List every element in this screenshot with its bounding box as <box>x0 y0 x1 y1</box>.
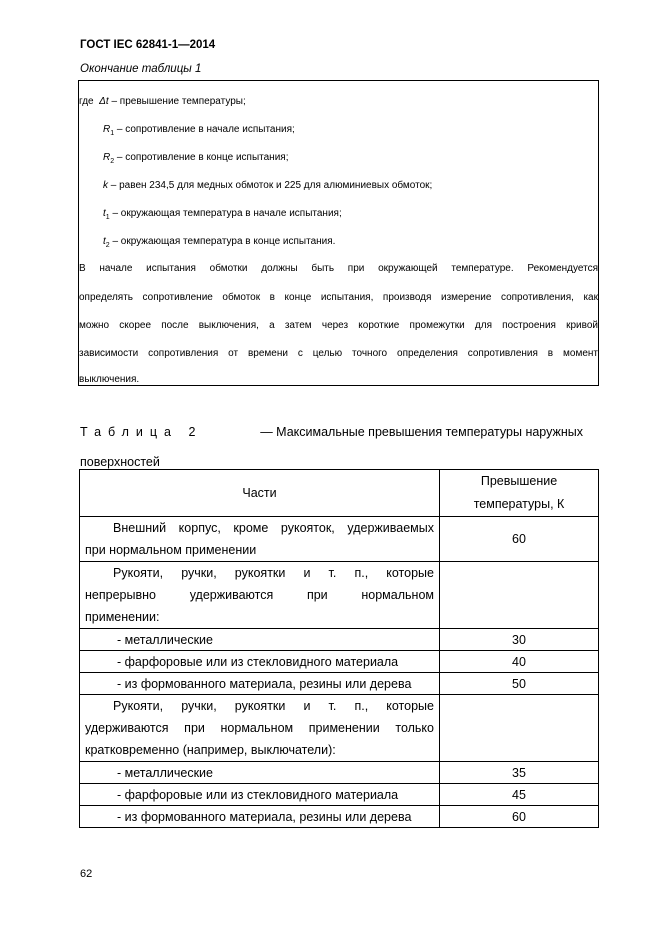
legend-t1-sub: 1 <box>105 214 110 221</box>
group-label-line: применении: <box>85 610 160 624</box>
column-header-parts: Части <box>80 470 440 517</box>
table-row <box>80 806 599 828</box>
group-value-empty <box>440 562 599 629</box>
table-row <box>80 784 599 806</box>
group-label-line: Рукояти, ручки, рукоятки и т. п., которые <box>113 699 434 713</box>
legend-t2-symbol: t <box>103 236 106 247</box>
table-header-row <box>80 470 599 517</box>
legend-paragraph-line: выключения. <box>79 374 140 385</box>
legend-paragraph-line: можно скорее после выключения, а затем через короткие промежутки для построения кривой <box>79 320 598 331</box>
legend-paragraph-line: зависимости сопротивления от времени с целью точного определения сопротивления в момент <box>79 348 598 359</box>
table2-caption <box>80 425 583 439</box>
legend-k-text: – равен 234,5 для медных обмоток и 225 для алюминиевых обмоток; <box>110 180 433 191</box>
group-label-line: удерживаются при нормальном применении только <box>85 721 434 735</box>
group-label-continuously-held <box>80 562 440 629</box>
row-label-line: Внешний корпус, кроме рукояток, удерживаемых <box>113 521 434 535</box>
legend-k-symbol: k <box>103 180 108 191</box>
table-continuation-note: Окончание таблицы 1 <box>80 63 202 75</box>
legend-t1-text: – окружающая температура в начале испытания; <box>112 208 342 219</box>
row-value: 30 <box>440 629 599 651</box>
row-label: - из формованного материала, резины или дерева <box>80 673 440 695</box>
legend-t1-symbol: t <box>103 208 106 219</box>
row-label: - фарфоровые или из стекловидного материала <box>80 784 440 806</box>
group-label-briefly-held <box>80 695 440 762</box>
page-number: 62 <box>80 868 93 880</box>
column-header-temperature-rise <box>440 470 599 517</box>
row-value: 40 <box>440 651 599 673</box>
row-label: - металлические <box>80 762 440 784</box>
row-label: - фарфоровые или из стекловидного материала <box>80 651 440 673</box>
table2-caption-label: Таблица 2 <box>80 425 203 439</box>
table2-caption-continuation: поверхностей <box>80 455 160 469</box>
legend-t2-text: – окружающая температура в конце испытания. <box>112 236 336 247</box>
document-header: ГОСТ IEC 62841-1—2014 <box>80 39 216 51</box>
table1-legend-box <box>78 80 599 386</box>
row-value: 35 <box>440 762 599 784</box>
column-header-temperature-line2: температуры, К <box>473 497 565 511</box>
table-row <box>80 673 599 695</box>
legend-t2 <box>103 236 335 252</box>
legend-t1 <box>103 208 342 224</box>
row-value: 45 <box>440 784 599 806</box>
table-row <box>80 762 599 784</box>
row-label: - металлические <box>80 629 440 651</box>
legend-r2-symbol: R <box>103 152 111 163</box>
legend-r2-sub: 2 <box>110 158 115 165</box>
row-value: 60 <box>440 517 599 562</box>
legend-t2-sub: 2 <box>105 242 110 249</box>
group-label-line: кратковременно (например, выключатели): <box>85 743 336 757</box>
column-header-temperature-line1: Превышение <box>480 474 558 488</box>
legend-r2 <box>103 152 288 168</box>
group-label-line: непрерывно удерживаются при нормальном <box>85 588 434 602</box>
legend-r2-text: – сопротивление в конце испытания; <box>116 152 289 163</box>
legend-r1-sub: 1 <box>110 130 115 137</box>
temperature-rise-table <box>79 469 599 828</box>
legend-r1-symbol: R <box>103 124 111 135</box>
table2-caption-title: — Максимальные превышения температуры наружных <box>260 425 583 439</box>
legend-paragraph-line: определять сопротивление обмоток в конце испытания, производя измерение сопротивления, как <box>79 292 598 303</box>
row-label-external-housing <box>80 517 440 562</box>
table-group-row <box>80 562 599 629</box>
group-label-line: Рукояти, ручки, рукоятки и т. п., которые <box>113 566 434 580</box>
legend-delta-t <box>79 96 246 108</box>
row-label-line: при нормальном применении <box>85 543 257 557</box>
group-value-empty <box>440 695 599 762</box>
legend-where: где <box>79 96 94 107</box>
legend-paragraph-line: В начале испытания обмотки должны быть при окружающей температуре. Рекомендуется <box>79 263 598 274</box>
legend-delta-t-text: – превышение температуры; <box>111 96 246 107</box>
legend-delta-t-symbol: Δt <box>99 96 109 107</box>
legend-r1-text: – сопротивление в начале испытания; <box>116 124 295 135</box>
table-group-row <box>80 695 599 762</box>
table-row <box>80 629 599 651</box>
row-value: 50 <box>440 673 599 695</box>
table-row <box>80 651 599 673</box>
row-label: - из формованного материала, резины или дерева <box>80 806 440 828</box>
row-value: 60 <box>440 806 599 828</box>
table-row <box>80 517 599 562</box>
legend-r1 <box>103 124 295 140</box>
legend-k <box>103 180 432 192</box>
